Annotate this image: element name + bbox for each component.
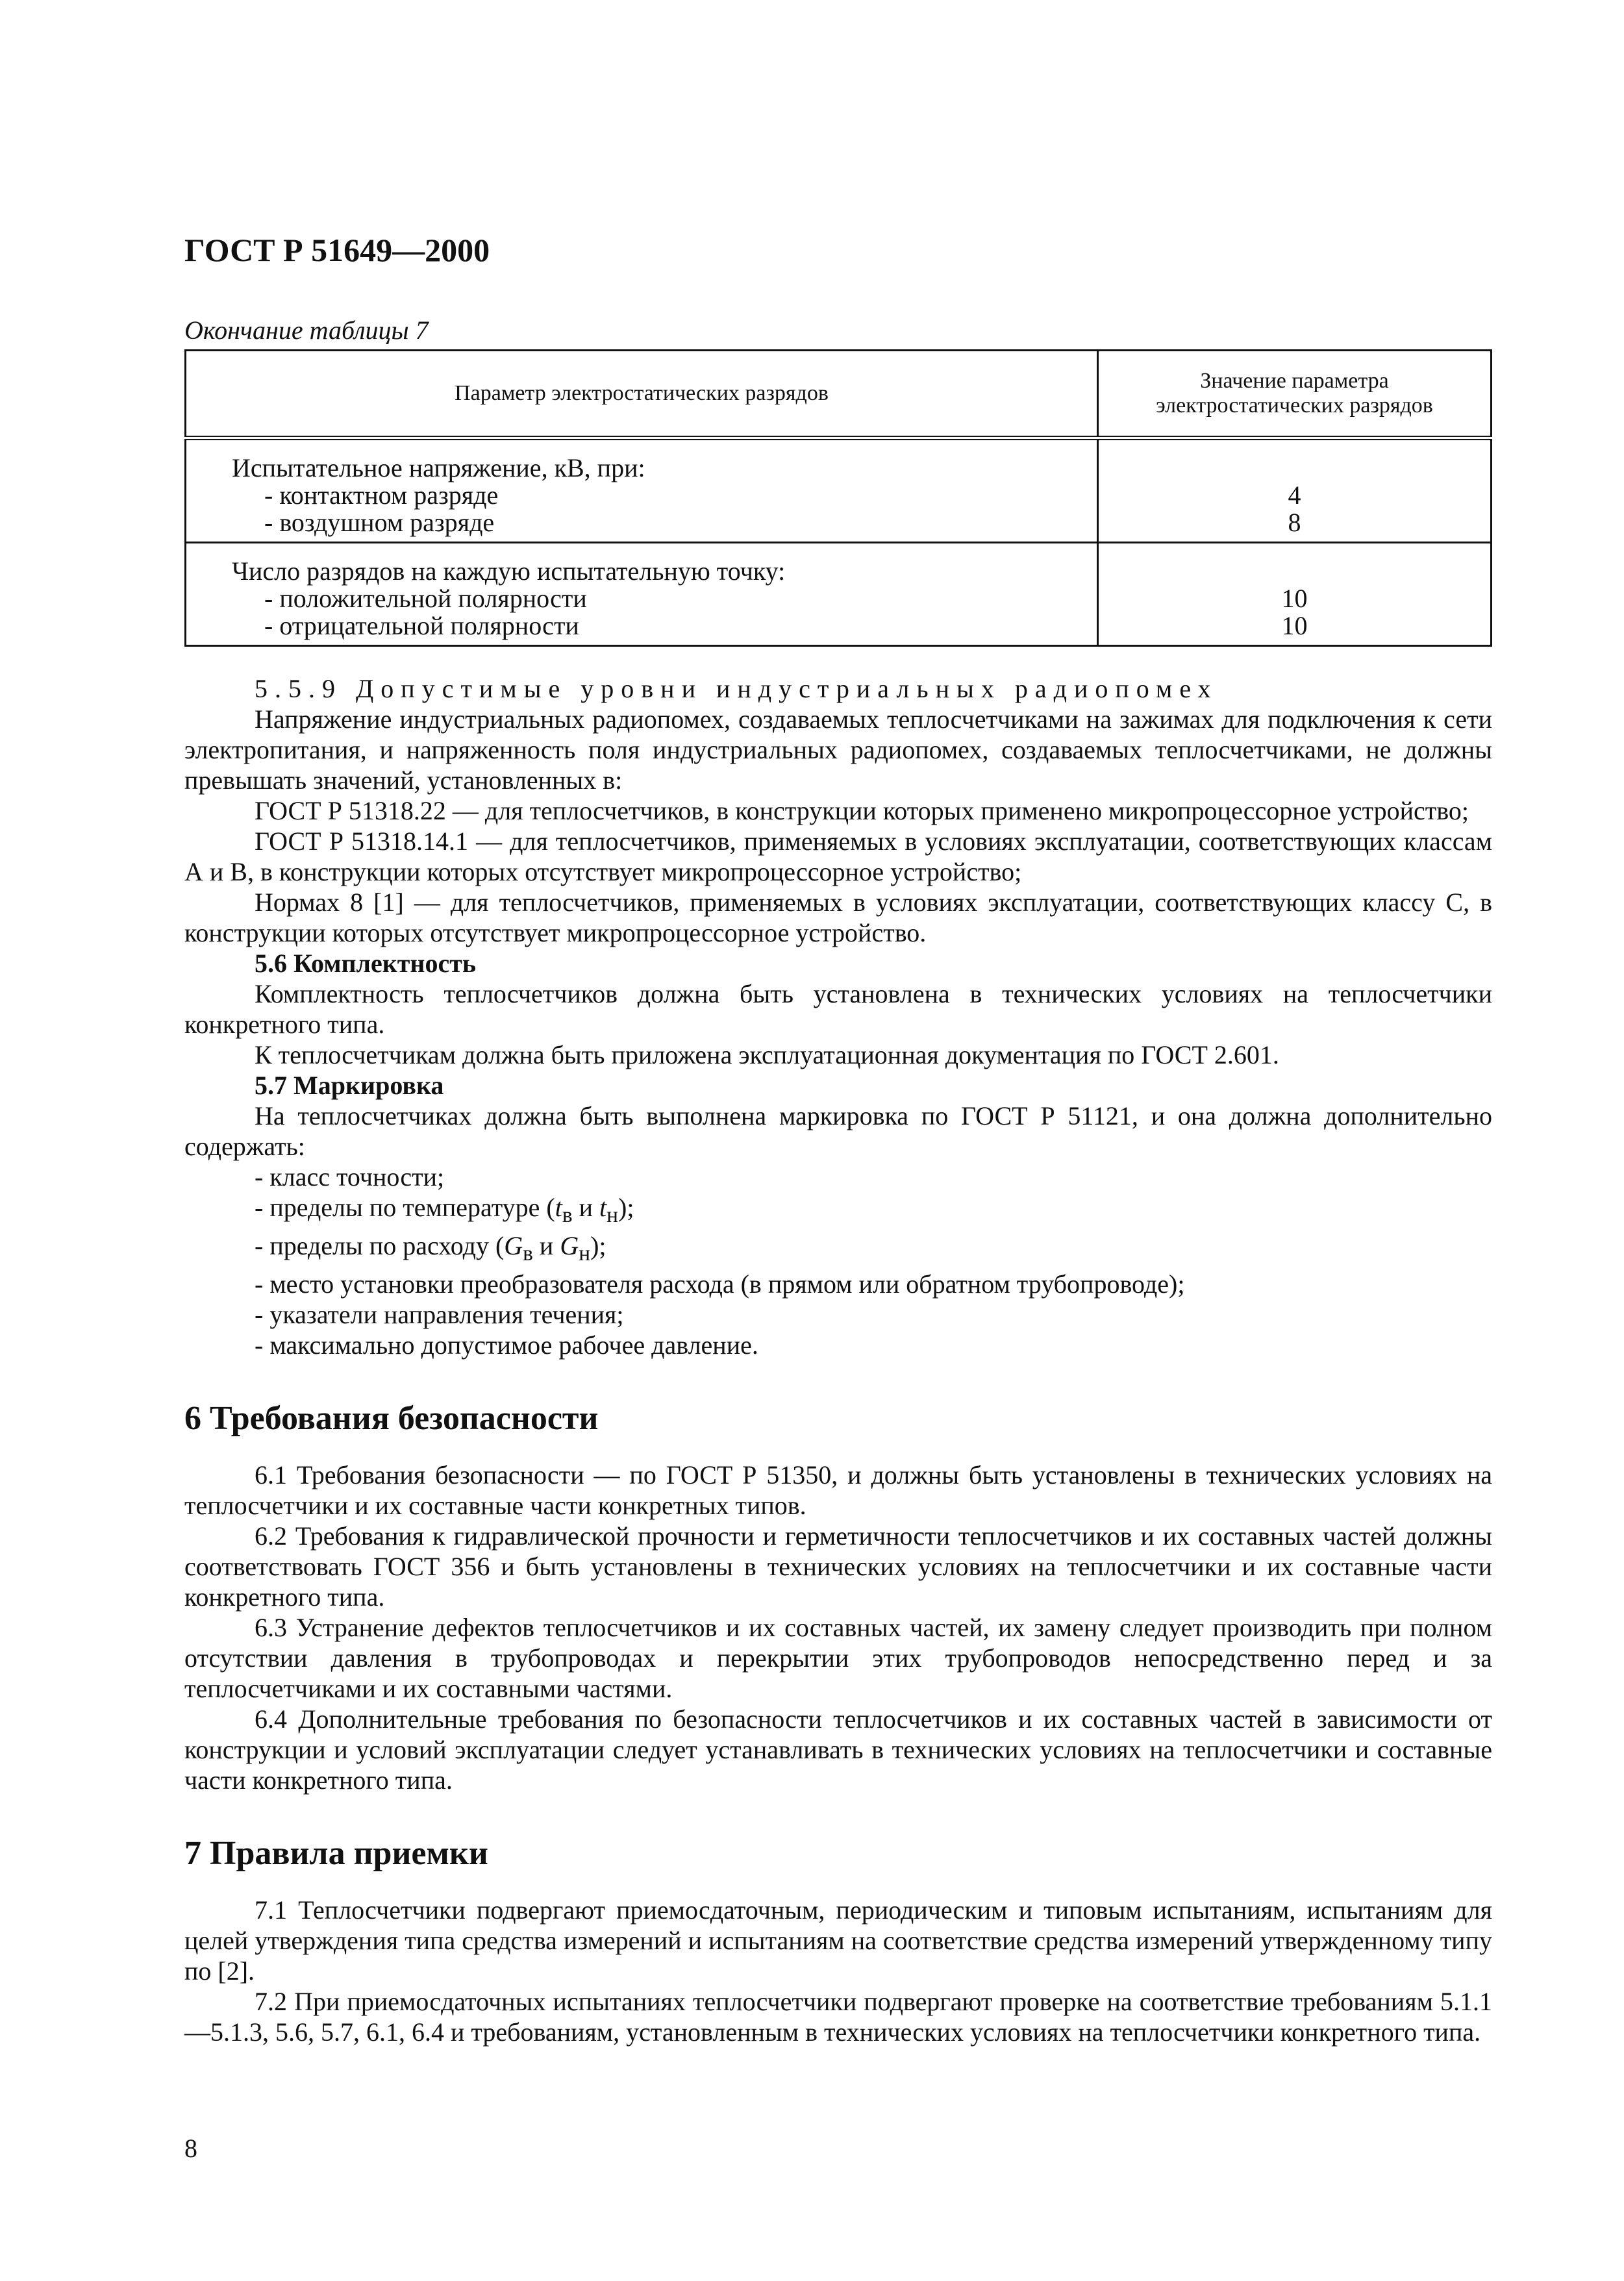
list-item: - пределы по температуре ($t_в$ и $t_н$); <box>255 1193 634 1227</box>
paragraph: На теплосчетчиках должна быть выполнена маркировка по ГОСТ Р 51121, и она должна дополнительно содержать: <box>184 1101 1492 1161</box>
row-item-label: - воздушном разряде <box>264 508 495 537</box>
table-header-value-line1: Значение параметра <box>1200 369 1389 393</box>
section-title-7: 7 Правила приемки <box>184 1835 488 1872</box>
table-cell-value <box>1098 438 1492 543</box>
subsection-title-559: 5.5.9 Допустимые уровни индустриальных радиопомех <box>255 674 1218 703</box>
paragraph: 6.2 Требования к гидравлической прочности и герметичности теплосчетчиков и их составных частей должны соответствовать ГОСТ 356 и быть установлены в технических условиях на теплосчетчики и их составные части конкретного типа. <box>184 1521 1492 1612</box>
paragraph: 7.2 При приемосдаточных испытаниях теплосчетчики подвергают проверке на соответствие требованиям 5.1.1—5.1.3, 5.6, 5.7, 6.1, 6.4 и требованиям, установленным в технических условиях на теплосчетчики конкретного типа. <box>184 1987 1492 2047</box>
paragraph: 6.1 Требования безопасности — по ГОСТ Р 51350, и должны быть установлены в технических условиях на теплосчетчики и их составные части конкретных типов. <box>184 1460 1492 1520</box>
row-item-label: - контактном разряде <box>264 480 499 510</box>
row-item-label: - положительной полярности <box>264 584 587 613</box>
row-item-label: - отрицательной полярности <box>264 611 579 640</box>
row-title: Испытательное напряжение, кВ, при: <box>232 453 645 482</box>
row-title: Число разрядов на каждую испытательную точку: <box>232 556 786 586</box>
paragraph: Напряжение индустриальных радиопомех, создаваемых теплосчетчиками на зажимах для подключения к сети электропитания, и напряженность поля индустриальных радиопомех, создаваемых теплосчетчиками, не должны превышать значений, установленных в: <box>184 704 1492 795</box>
table-cell-parameter <box>186 438 1098 543</box>
list-item: - указатели направления течения; <box>255 1300 624 1329</box>
document-header: ГОСТ Р 51649—2000 <box>184 232 490 268</box>
row-item-value: 8 <box>1288 508 1301 537</box>
list-item: - максимально допустимое рабочее давление. <box>255 1330 758 1360</box>
document-body <box>184 673 1492 2047</box>
paragraph: ГОСТ Р 51318.14.1 — для теплосчетчиков, применяемых в условиях эксплуатации, соответствующих классам А и В, в конструкции которых отсутствует микропроцессорное устройство; <box>184 827 1492 886</box>
paragraph: ГОСТ Р 51318.22 — для теплосчетчиков, в конструкции которых применено микропроцессорное устройство; <box>255 796 1469 825</box>
table-cell-parameter <box>186 543 1098 646</box>
paragraph: К теплосчетчикам должна быть приложена эксплуатационная документация по ГОСТ 2.601. <box>255 1040 1279 1069</box>
list-item: - место установки преобразователя расхода (в прямом или обратном трубопроводе); <box>255 1269 1185 1299</box>
paragraph: Комплектность теплосчетчиков должна быть установлена в технических условиях на теплосчетчики конкретного типа. <box>184 979 1492 1039</box>
table-header-parameter: Параметр электростатических разрядов <box>186 351 1098 438</box>
paragraph: 6.3 Устранение дефектов теплосчетчиков и их составных частей, их замену следует производить при полном отсутствии давления в трубопроводах и перекрытии этих трубопроводов непосредственно перед и за теплосчетчиками и их составными частями. <box>184 1613 1492 1703</box>
table-row <box>186 438 1492 543</box>
table-header-value <box>1098 351 1492 438</box>
paragraph: 6.4 Дополнительные требования по безопасности теплосчетчиков и их составных частей в зависимости от конструкции и условий эксплуатации следует устанавливать в технических условиях на теплосчетчики и составные части конкретного типа. <box>184 1704 1492 1795</box>
section-title-6: 6 Требования безопасности <box>184 1400 599 1437</box>
list-item: - пределы по расходу ($G_в$ и $G_н$); <box>255 1231 606 1265</box>
paragraph: Нормах 8 [1] — для теплосчетчиков, применяемых в условиях эксплуатации, соответствующих классу С, в конструкции которых отсутствует микропроцессорное устройство. <box>184 888 1492 947</box>
page-number: 8 <box>184 2134 197 2163</box>
table-header-row <box>186 351 1492 438</box>
table-header-value-line2: электростатических разрядов <box>1156 393 1433 418</box>
row-item-value: 4 <box>1288 480 1301 510</box>
table-caption: Окончание таблицы 7 <box>184 316 429 345</box>
row-item-value: 10 <box>1281 611 1308 640</box>
table-7 <box>184 349 1492 647</box>
table-row <box>186 543 1492 646</box>
subsection-title-56: 5.6 Комплектность <box>255 949 477 978</box>
subsection-title-57: 5.7 Маркировка <box>255 1071 444 1100</box>
paragraph: 7.1 Теплосчетчики подвергают приемосдаточным, периодическим и типовым испытаниям, испытаниям для целей утверждения типа средства измерений и испытаниям на соответствие средства измерений утвержденному типу по [2]. <box>184 1895 1492 1986</box>
table-cell-value <box>1098 543 1492 646</box>
list-item: - класс точности; <box>255 1162 445 1191</box>
row-item-value: 10 <box>1281 584 1308 613</box>
